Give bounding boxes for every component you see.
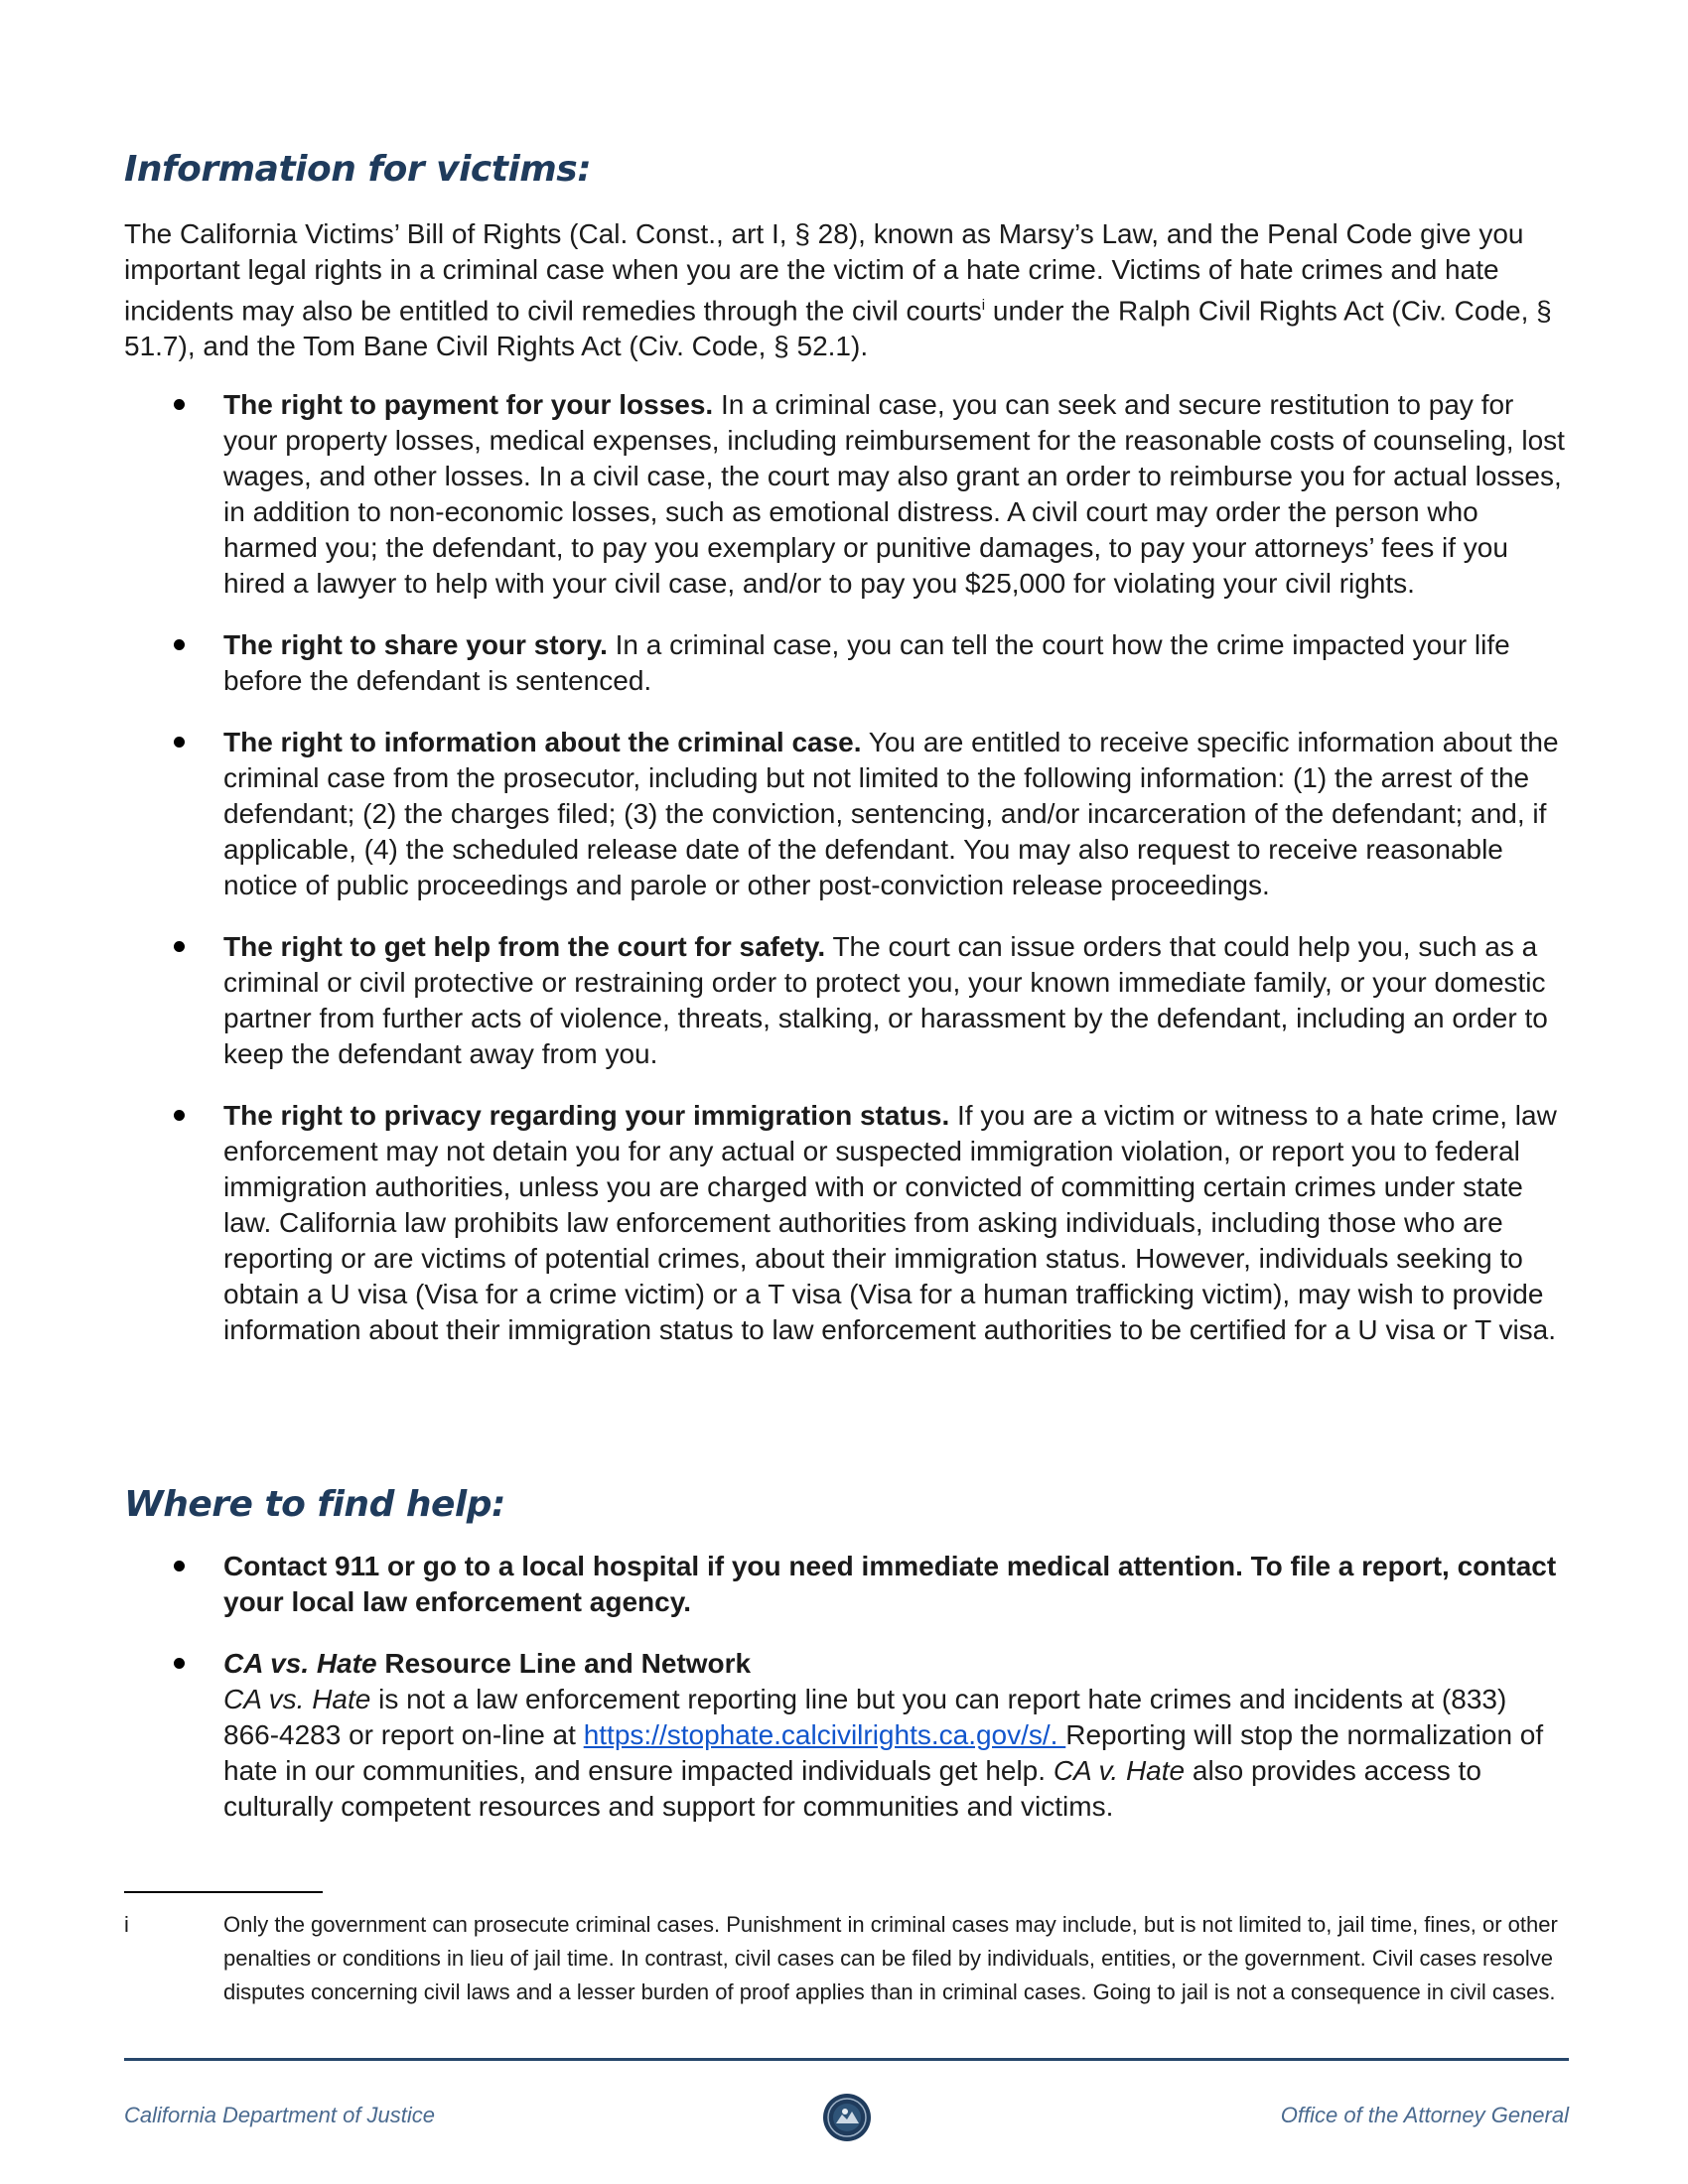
right-text: In a criminal case, you can seek and secure restitution to pay for your property losses, medical expenses, including reimbursement for the reasonable costs of counseling, lost wages, and other losses. In a civil case, the court may also grant an order to reimburse you for actual losses, in addition to non-economic losses, such as emotional distress. A civil court may order the person who harmed you; the defendant, to pay you exemplary or punitive damages, to pay your attorneys’ fees if you hired a lawyer to help with your civil case, and/or to pay you $25,000 for violating your civil rights. (223, 389, 1565, 599)
list-item (124, 725, 1569, 903)
list-item (124, 1549, 1569, 1620)
right-title: The right to get help from the court for safety. (223, 931, 826, 962)
bullet-icon (174, 941, 185, 952)
resource-text-2: Reporting will stop the normalization of hate in our communities, and ensure impacted individuals get help. (223, 1719, 1544, 1786)
footer-divider (124, 2058, 1569, 2061)
resource-title-italic: CA vs. Hate (223, 1648, 377, 1679)
state-seal-icon (822, 2093, 872, 2142)
help-list (124, 1549, 1569, 1825)
resource-title: Resource Line and Network (376, 1648, 752, 1679)
right-title: The right to payment for your losses. (223, 389, 714, 420)
list-item (124, 1098, 1569, 1348)
right-text: If you are a victim or witness to a hate crime, law enforcement may not detain you for any actual or suspected immigration violation, or report you to federal immigration authorities, unless you are charged with or convicted of committing certain crimes under state law. California law prohibits law enforcement authorities from asking individuals, including those who are reporting or are victims of potential crimes, about their immigration status. However, individuals seeking to obtain a U visa (Visa for a crime victim) or a T visa (Visa for a human trafficking victim), may wish to provide information about their immigration status to law enforcement authorities to be certified for a U visa or T visa. (223, 1100, 1557, 1345)
right-text: In a criminal case, you can tell the court how the crime impacted your life before the defendant is sentenced. (223, 629, 1510, 696)
right-text: The court can issue orders that could help you, such as a criminal or civil protective or restraining order to protect you, your known immediate family, or your domestic partner from further acts of violence, threats, stalking, or harassment by the defendant, including an order to keep the defendant away from you. (223, 931, 1548, 1069)
bullet-icon (174, 399, 185, 410)
resource-text-1: is not a law enforcement reporting line but you can report hate crimes and incidents at (833) 866-4283 or report on-line at (223, 1684, 1507, 1750)
rights-list (124, 387, 1569, 1348)
list-item (124, 929, 1569, 1072)
bullet-icon (174, 737, 185, 748)
footnote-divider (124, 1891, 323, 1893)
footer-department: California Department of Justice (124, 2103, 436, 2127)
list-item (124, 387, 1569, 602)
stophate-link[interactable]: https://stophate.calcivilrights.ca.gov/s/. (583, 1719, 1066, 1750)
resource-name-italic: CA vs. Hate (223, 1684, 371, 1714)
footer-office: Office of the Attorney General (1280, 2103, 1569, 2127)
right-title: The right to information about the criminal case. (223, 727, 862, 757)
intro-text-b: under the Ralph Civil Rights Act (Civ. Code, § 51.7), and the Tom Bane Civil Rights Act (Civ. Code, § 52.1). (124, 295, 1552, 362)
right-title: The right to privacy regarding your immigration status. (223, 1100, 950, 1131)
section-heading-help: Where to find help: (124, 1484, 505, 1525)
help-emergency-text: Contact 911 or go to a local hospital if you need immediate medical attention. To file a report, contact your local law enforcement agency. (223, 1551, 1557, 1617)
intro-text-a: The California Victims’ Bill of Rights (Cal. Const., art I, § 28), known as Marsy’s Law, and the Penal Code give you important legal rights in a criminal case when you are the victim of a hate crime. Victims of hate crimes and hate incidents may also be entitled to civil remedies through the civil courts (124, 218, 1524, 327)
bullet-icon (174, 1561, 185, 1571)
bullet-icon (174, 1110, 185, 1121)
bullet-icon (174, 1658, 185, 1669)
resource-text-3: also provides access to culturally competent resources and support for communities and victims. (223, 1755, 1481, 1822)
right-title: The right to share your story. (223, 629, 608, 660)
list-item (124, 627, 1569, 699)
bullet-icon (174, 639, 185, 650)
footnote-reference[interactable]: i (981, 297, 986, 314)
resource-name-italic-2: CA v. Hate (1053, 1755, 1186, 1786)
footnote-text: Only the government can prosecute criminal cases. Punishment in criminal cases may include, but is not limited to, jail time, fines, or other penalties or conditions in lieu of jail time. In contrast, civil cases can be filed by individuals, entities, or the government. Civil cases resolve disputes concerning civil laws and a lesser burden of proof applies than in criminal cases. Going to jail is not a consequence in civil cases. (223, 1912, 1558, 2004)
intro-paragraph (124, 216, 1564, 364)
right-text: You are entitled to receive specific information about the criminal case from the prosecutor, including but not limited to the following information: (1) the arrest of the defendant; (2) the charges filed; (3) the conviction, sentencing, and/or incarceration of the defendant; and, if applicable, (4) the scheduled release date of the defendant. You may also request to receive reasonable notice of public proceedings and parole or other post-conviction release proceedings. (223, 727, 1559, 900)
list-item (124, 1646, 1569, 1825)
section-heading-victims: Information for victims: (124, 149, 592, 190)
footnote-mark: i (124, 1912, 129, 1937)
